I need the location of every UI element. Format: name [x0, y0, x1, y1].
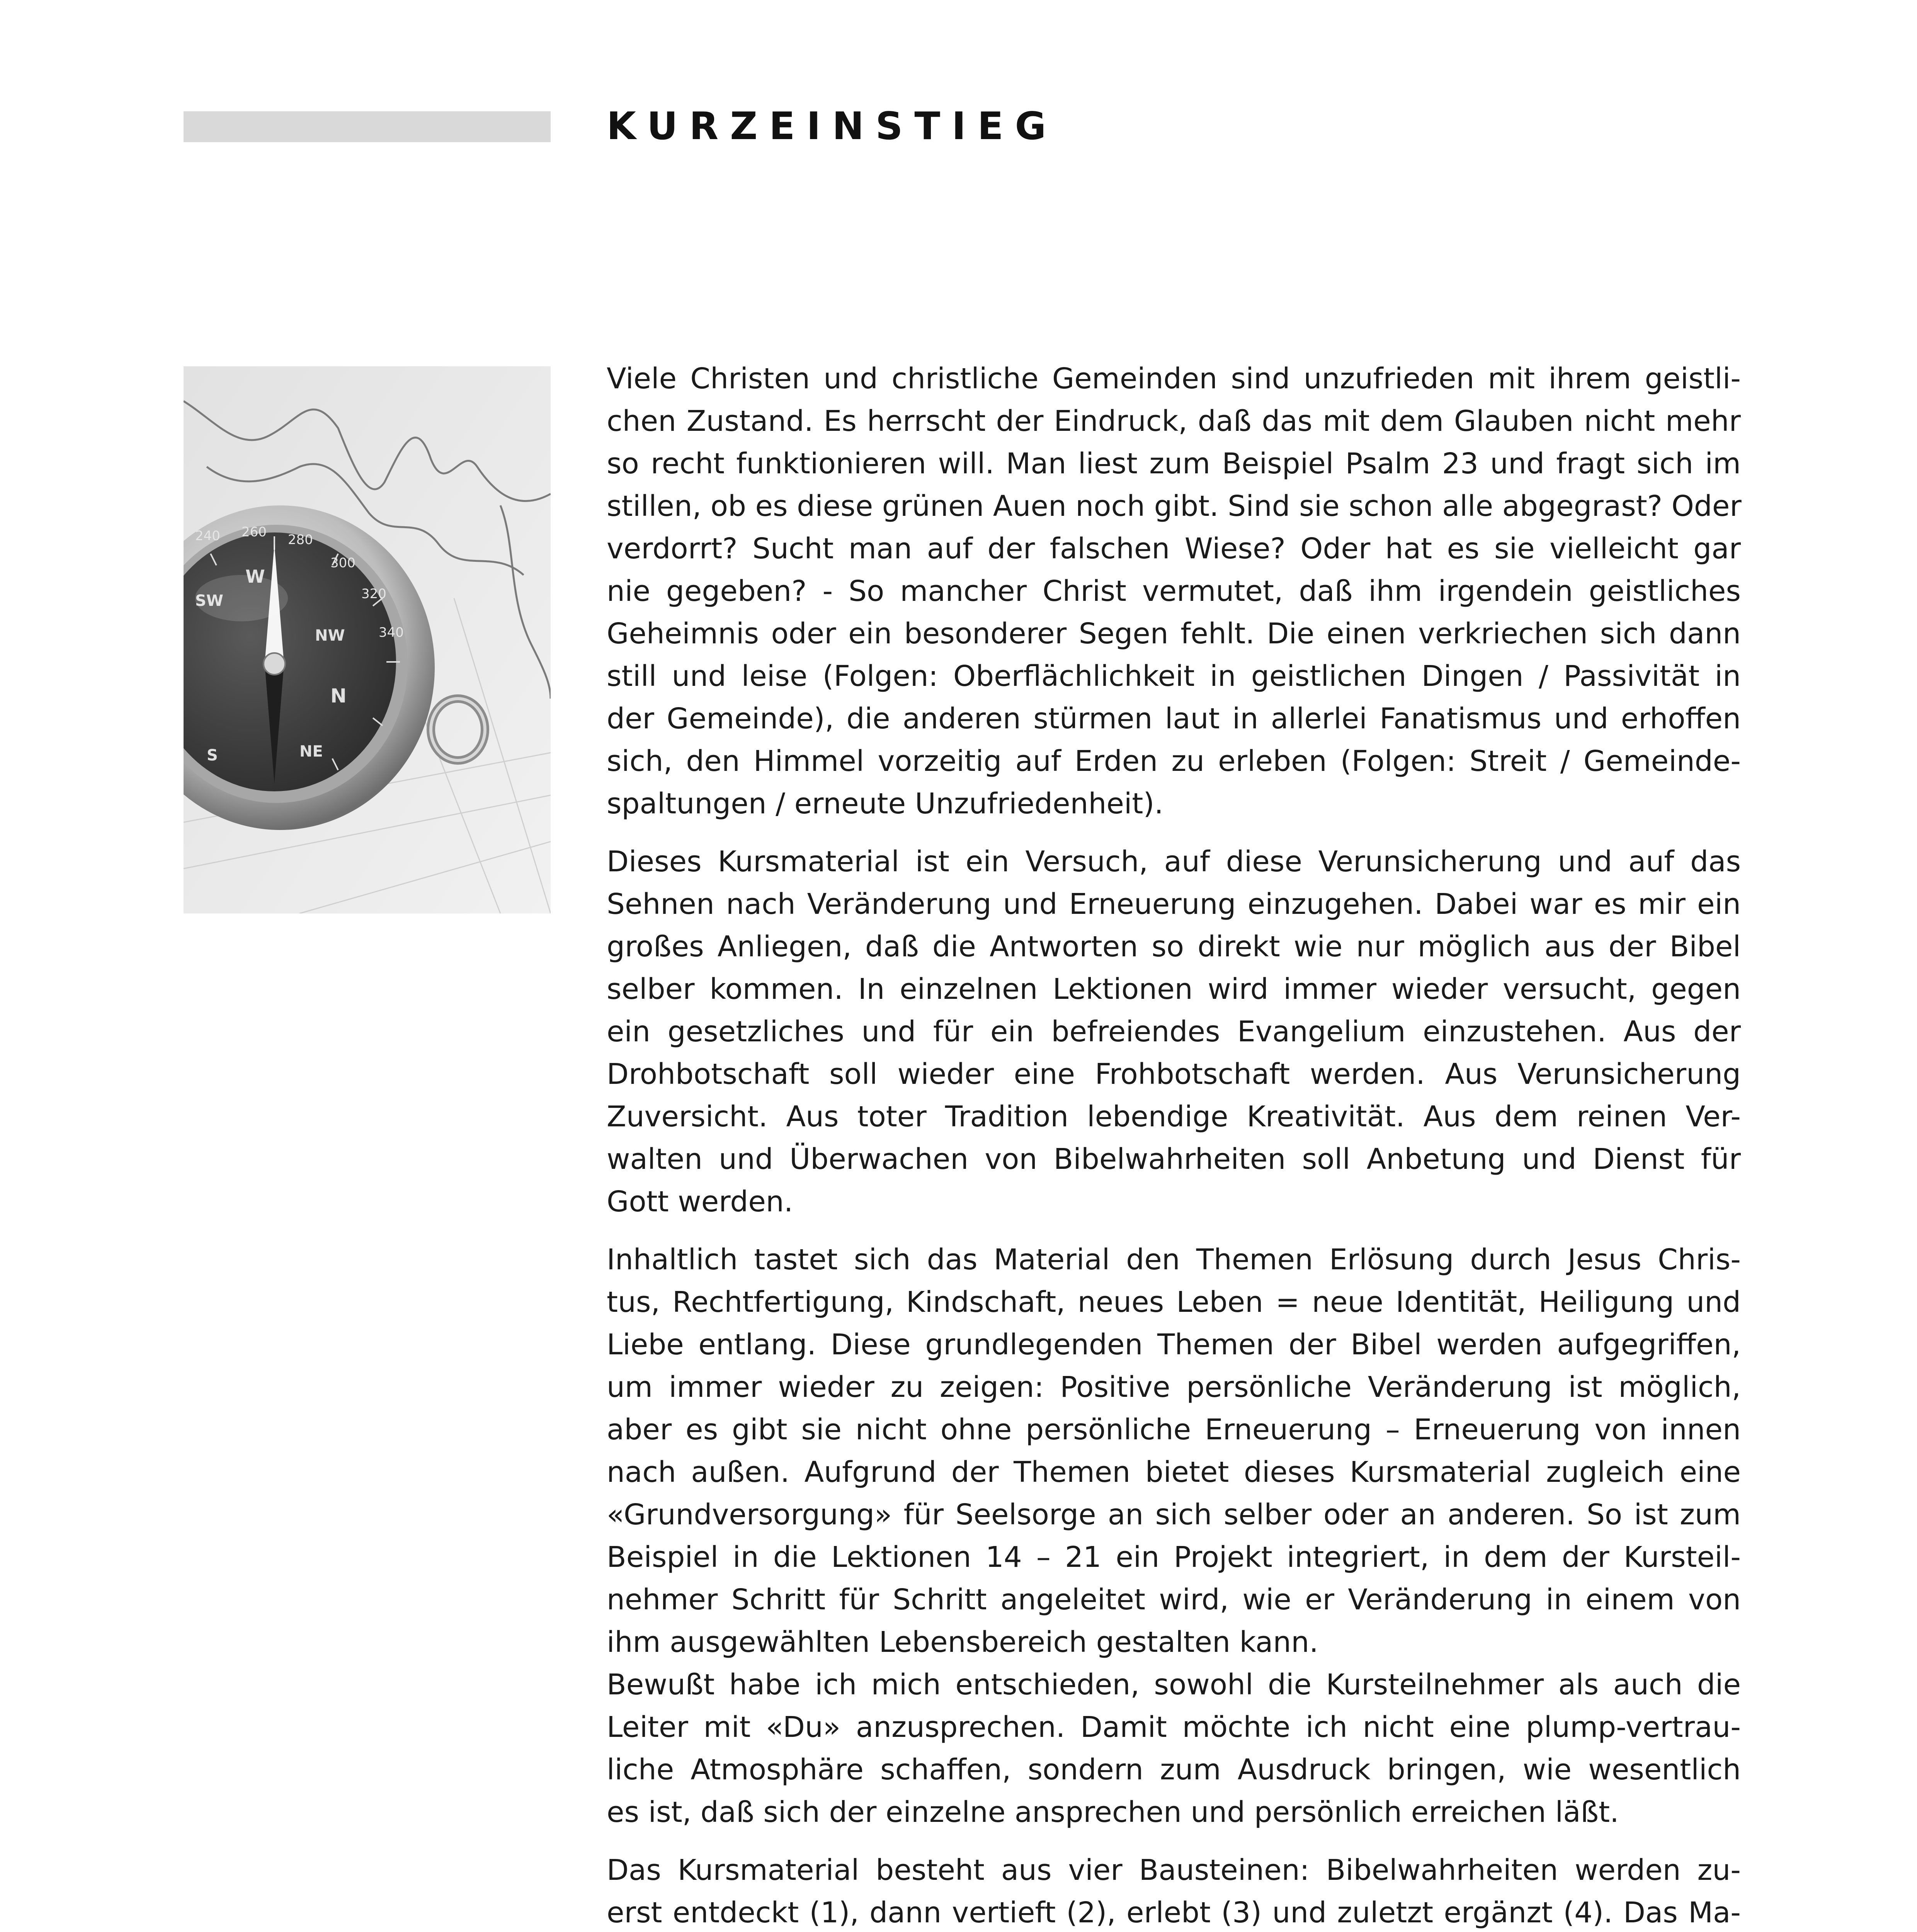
svg-text:W: W — [245, 566, 265, 587]
text-line: nie gegeben? - So mancher Christ vermutet, daß ihm irgendein geistliches — [607, 575, 1741, 608]
svg-text:280: 280 — [288, 532, 313, 548]
text-line: so recht funktionieren will. Man liest zum Beispiel Psalm 23 und fragt sich im — [607, 447, 1741, 480]
paragraph-2 — [607, 840, 1741, 1223]
text-line: Leiter mit «Du» anzusprechen. Damit möchte ich nicht eine plump-vertrau- — [607, 1711, 1741, 1744]
text-line: um immer wieder zu zeigen: Positive persönliche Veränderung ist möglich, — [607, 1371, 1741, 1404]
paragraph-3 — [607, 1238, 1741, 1833]
text-line: verdorrt? Sucht man auf der falschen Wiese? Oder hat es sie vielleicht gar — [607, 532, 1741, 565]
text-line: der Gemeinde), die anderen stürmen laut in allerlei Fanatismus und erhoffen — [607, 702, 1741, 735]
text-line: nach außen. Aufgrund der Themen bietet dieses Kursmaterial zugleich eine — [607, 1456, 1741, 1489]
svg-text:SW: SW — [195, 592, 223, 610]
text-line: Zuversicht. Aus toter Tradition lebendige Kreativität. Aus dem reinen Ver- — [607, 1100, 1741, 1133]
text-line: spaltungen / erneute Unzufriedenheit). — [607, 787, 1163, 820]
text-line: Das Kursmaterial besteht aus vier Bausteinen: Bibelwahrheiten werden zu- — [607, 1854, 1741, 1887]
svg-text:320: 320 — [361, 586, 386, 602]
text-line: ein gesetzliches und für ein befreiendes Evangelium einzustehen. Aus der — [607, 1015, 1741, 1048]
text-line: chen Zustand. Es herrscht der Eindruck, daß das mit dem Glauben nicht mehr — [607, 405, 1741, 438]
paragraph-4 — [607, 1849, 1741, 1932]
text-line: walten und Überwachen von Bibelwahrheiten soll Anbetung und Dienst für — [607, 1143, 1741, 1176]
text-line: aber es gibt sie nicht ohne persönliche Erneuerung – Erneuerung von innen — [607, 1413, 1741, 1446]
text-line: Gott werden. — [607, 1185, 793, 1218]
compass-image — [184, 366, 551, 913]
text-line: Dieses Kursmaterial ist ein Versuch, auf diese Verunsicherung und auf das — [607, 845, 1741, 878]
text-line: nehmer Schritt für Schritt angeleitet wird, wie er Veränderung in einem von — [607, 1583, 1741, 1616]
svg-text:260: 260 — [242, 524, 267, 540]
svg-text:300: 300 — [330, 555, 356, 571]
text-line: stillen, ob es diese grünen Auen noch gibt. Sind sie schon alle abgegrast? Oder — [607, 490, 1742, 523]
text-line: es ist, daß sich der einzelne ansprechen und persönlich erreichen läßt. — [607, 1796, 1619, 1829]
text-line: selber kommen. In einzelnen Lektionen wird immer wieder versucht, gegen — [607, 973, 1741, 1006]
svg-text:NE: NE — [299, 743, 323, 760]
text-line: ihm ausgewählten Lebensbereich gestalten kann. — [607, 1626, 1318, 1659]
page-title: KURZEINSTIEG — [607, 104, 1058, 148]
text-line: sich, den Himmel vorzeitig auf Erden zu erleben (Folgen: Streit / Gemeinde- — [607, 745, 1741, 778]
paragraph-1 — [607, 357, 1741, 825]
svg-text:340: 340 — [379, 625, 404, 640]
text-line: still und leise (Folgen: Oberflächlichkeit in geistlichen Dingen / Passivität in — [607, 660, 1741, 693]
text-line: Beispiel in die Lektionen 14 – 21 ein Projekt integriert, in dem der Kursteil- — [607, 1541, 1741, 1574]
text-line: Liebe entlang. Diese grundlegenden Themen der Bibel werden aufgegriffen, — [607, 1328, 1741, 1361]
text-line: Sehnen nach Veränderung und Erneuerung einzugehen. Dabei war es mir ein — [607, 888, 1741, 921]
header-bar — [184, 111, 551, 142]
text-line: großes Anliegen, daß die Antworten so direkt wie nur möglich aus der Bibel — [607, 930, 1741, 963]
text-line: Geheimnis oder ein besonderer Segen fehlt. Die einen verkriechen sich dann — [607, 617, 1741, 650]
text-line: tus, Rechtfertigung, Kindschaft, neues Leben = neue Identität, Heiligung und — [607, 1286, 1741, 1319]
text-line: erst entdeckt (1), dann vertieft (2), erlebt (3) und zuletzt ergänzt (4). Das Ma- — [607, 1896, 1741, 1929]
text-line: Inhaltlich tastet sich das Material den Themen Erlösung durch Jesus Chris- — [607, 1243, 1741, 1276]
text-line: Viele Christen und christliche Gemeinden sind unzufrieden mit ihrem geistli- — [607, 362, 1741, 395]
svg-text:240: 240 — [195, 528, 220, 544]
body-text — [607, 357, 1741, 1932]
svg-text:N: N — [330, 685, 347, 707]
svg-text:S: S — [207, 747, 218, 764]
text-line: «Grundversorgung» für Seelsorge an sich selber oder an anderen. So ist zum — [607, 1498, 1741, 1531]
text-line: Drohbotschaft soll wieder eine Frohbotschaft werden. Aus Verunsicherung — [607, 1058, 1741, 1091]
text-line: liche Atmosphäre schaffen, sondern zum Ausdruck bringen, wie wesentlich — [607, 1753, 1741, 1786]
text-line: Bewußt habe ich mich entschieden, sowohl die Kursteilnehmer als auch die — [607, 1668, 1741, 1701]
svg-text:NW: NW — [315, 627, 345, 645]
